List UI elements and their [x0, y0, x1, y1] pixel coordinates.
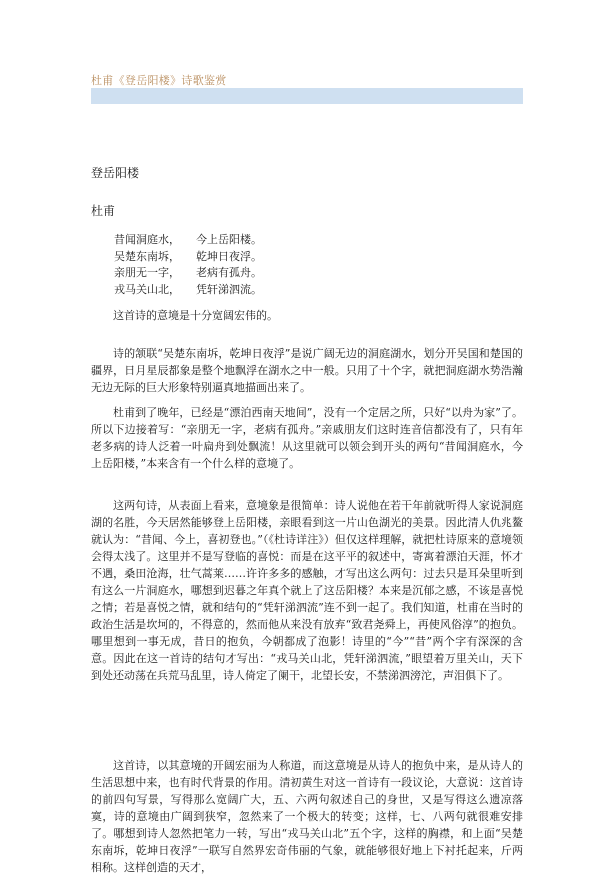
poem-line-first-half: 戎马关山北，	[114, 282, 180, 296]
commentary-paragraph: 这首诗的意境是十分宽阔宏伟的。	[113, 309, 278, 322]
document-header-title: 杜甫《登岳阳楼》诗歌鉴赏	[91, 74, 227, 87]
poem-line-first-half: 亲朋无一字，	[114, 266, 180, 279]
commentary-paragraph: 杜甫到了晚年，已经是“漂泊西南天地间”，没有一个定居之所，只好“以舟为家”了。所以下边接着写：“亲朋无一字，老病有孤舟。”亲戚朋友们这时连音信都没有了，只有年老多病的诗人泛着一叶扁舟到处飘流！从这里就可以领会到开头的两句“昔闻洞庭水，今上岳阳楼，”本来含有一个什么样的意境了。	[91, 406, 523, 470]
commentary-paragraph: 这两句诗，从表面上看来，意境象是很简单：诗人说他在若干年前就听得人家说洞庭湖的名胜，今天居然能够登上岳阳楼，亲眼看到这一片山色湖光的美景。因此清人仇兆鳌就认为：“昔闻、今上，喜初登也。”（《杜诗详注》）但仅这样理解，就把杜诗原来的意境领会得太浅了。这里并不是写登临的喜悦：而是在这平平的叙述中，寄寓着漂泊天涯，怀才不遇，桑田沧海，壮气蒿莱……许许多多的感触，才写出这么两句：过去只是耳朵里听到有这么一片洞庭水，哪想到迟暮之年真个就上了这岳阳楼？本来是沉郁之感，不该是喜悦之情；若是喜悦之情，就和结句的“凭轩涕泗流”连不到一起了。我们知道，杜甫在当时的政治生活是坎坷的，不得意的，然而他从来没有放弃“致君尧舜上，再使风俗淳”的抱负。哪里想到一事无成，昔日的抱负，今朝都成了泡影！诗里的“今”“昔”两个字有深深的含意。因此在这一首诗的结句才写出：“戎马关山北，凭轩涕泗流，”眼望着万里关山，天下到处还动荡在兵荒马乱里，诗人倚定了阑干，北望长安，不禁涕泗滂沱，声泪俱下了。	[91, 499, 523, 682]
commentary-paragraph: 诗的颔联“吴楚东南坼，乾坤日夜浮”是说广阔无边的洞庭湖水，划分开吴国和楚国的疆界，日月星辰都象是整个地飘浮在湖水之中一般。只用了十个字，就把洞庭湖水势浩瀚无边无际的巨大形象特别逼真地描画出来了。	[91, 347, 523, 394]
poem-line-second-half: 老病有孤舟。	[196, 266, 262, 279]
commentary-paragraph: 这首诗，以其意境的开阔宏丽为人称道，而这意境是从诗人的抱负中来，是从诗人的生活思想中来，也有时代背景的作用。清初黄生对这一首诗有一段议论，大意说：这首诗的前四句写景，写得那么宽阔广大，五、六两句叙述自己的身世，又是写得这么遗凉落寞，诗的意境由广阔到狭窄，忽然来了一个极大的转变；这样，七、八两句就很难安排了。哪想到诗人忽然把笔力一转，写出“戎马关山北”五个字，这样的胸襟，和上面“吴楚东南坼，乾坤日夜浮”一联写自然界宏奇伟丽的气象，就能够很好地上下衬托起来，斤两相称。这样创造的天才，	[91, 759, 523, 874]
poem-body	[114, 232, 262, 298]
poem-line-first-half: 昔闻洞庭水，	[114, 233, 180, 246]
poem-author: 杜甫	[91, 204, 116, 218]
poem-line	[114, 249, 262, 266]
poem-line-second-half: 今上岳阳楼。	[196, 233, 262, 246]
poem-line-second-half: 凭轩涕泗流。	[196, 282, 262, 296]
poem-line-first-half: 吴楚东南坼，	[114, 249, 180, 263]
header-band	[91, 88, 523, 104]
poem-line	[114, 265, 262, 282]
poem-title: 登岳阳楼	[91, 166, 140, 180]
poem-line-second-half: 乾坤日夜浮。	[196, 249, 262, 263]
poem-line	[114, 232, 262, 249]
poem-line	[114, 282, 262, 299]
